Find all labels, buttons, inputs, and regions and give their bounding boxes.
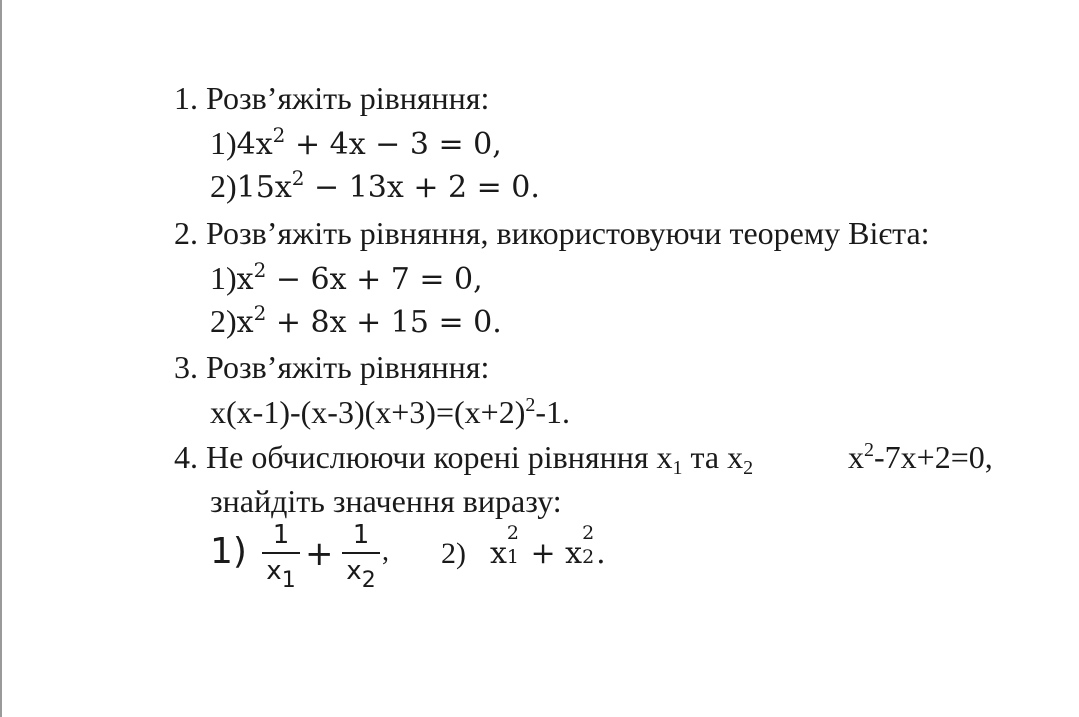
subscript: 1 <box>281 568 296 593</box>
punctuation: , <box>382 536 389 567</box>
task1-item1-expression <box>236 123 502 162</box>
operator: + <box>305 534 334 574</box>
expr-part: + 4x − 3 = 0, <box>285 127 502 162</box>
subscript: 2 <box>582 546 595 568</box>
exponent: 2 <box>291 166 305 190</box>
subscript: 2 <box>361 568 376 593</box>
task1-item1-label: 1) <box>210 125 237 161</box>
fraction-numerator: 1 <box>272 520 290 550</box>
task3-equation <box>210 392 570 432</box>
subscript: 2 <box>743 457 754 479</box>
subscript: 1 <box>672 457 683 479</box>
task1-item2-expression <box>236 166 540 205</box>
exponent: 2 <box>506 522 520 544</box>
sub-sup-1 <box>506 522 521 568</box>
part-label: 1) <box>210 531 247 572</box>
expr-part: x <box>236 262 254 297</box>
task2-item1-label: 1) <box>210 260 237 296</box>
task2-heading <box>174 213 930 253</box>
task4-part2-label <box>441 534 466 574</box>
task1-item1 <box>210 123 502 165</box>
expr-part: − 13x + 2 = 0. <box>304 170 540 205</box>
task3-heading-text: 3. Розв’яжіть рівняння: <box>174 349 490 385</box>
task2-item2-label: 2) <box>210 303 237 339</box>
task2-heading-text: 2. Розв’яжіть рівняння, використовуючи теорему Вієта: <box>174 215 930 251</box>
plus-sign <box>305 534 334 574</box>
task4-heading-text: та x <box>682 439 744 475</box>
task4-instruction <box>210 481 562 521</box>
subscript: 1 <box>506 546 520 568</box>
exponent: 2 <box>525 394 536 416</box>
fraction-numerator: 1 <box>352 520 370 550</box>
expr-part: + 8x + 15 = 0. <box>266 305 502 340</box>
expr-part: 15x <box>236 170 292 205</box>
task2-item2 <box>210 301 502 343</box>
punctuation: . <box>596 536 606 571</box>
expr-part: 4x <box>236 127 273 162</box>
sub-sup-2 <box>582 522 596 568</box>
operator: + <box>520 536 566 571</box>
expr-part: -1. <box>535 394 571 430</box>
task2-item1-expression <box>236 258 483 297</box>
task1-item2-label: 2) <box>210 168 237 204</box>
task4-heading-text: 4. Не обчислюючи корені рівняння x <box>174 439 673 475</box>
expr-part: x(x-1)-(x-3)(x+3)=(x+2) <box>210 394 526 430</box>
denominator-var: x <box>266 556 282 586</box>
task4-heading <box>174 437 753 477</box>
exponent: 2 <box>253 258 267 282</box>
exponent: 2 <box>582 522 595 544</box>
task4-instruction-text: знайдіть значення виразу: <box>210 483 562 519</box>
task1-heading <box>174 78 489 118</box>
task4-equation <box>848 437 993 477</box>
task1-item2 <box>210 166 540 208</box>
expr-part: x <box>848 439 864 475</box>
task2-item1 <box>210 258 483 300</box>
comma <box>382 532 389 572</box>
denominator-var: x <box>346 556 362 586</box>
exponent: 2 <box>864 439 874 461</box>
task4-part2-expression <box>490 522 606 574</box>
expr-part: x <box>236 305 254 340</box>
part-label: 2) <box>441 537 466 570</box>
expr-part: x <box>565 536 583 571</box>
expr-part: -7x+2=0, <box>874 439 993 475</box>
task3-heading <box>174 347 489 387</box>
fraction-denominator <box>342 556 380 593</box>
fraction-denominator <box>262 556 300 593</box>
fraction-1-over-x1 <box>262 520 300 593</box>
task1-heading-text: 1. Розв’яжіть рівняння: <box>174 80 490 116</box>
expr-part: x <box>490 536 507 571</box>
expr-part: − 6x + 7 = 0, <box>266 262 483 297</box>
task2-item2-expression <box>236 301 502 340</box>
exponent: 2 <box>272 123 286 147</box>
fraction-bar <box>262 552 300 554</box>
exponent: 2 <box>253 301 267 325</box>
fraction-1-over-x2 <box>342 520 380 593</box>
fraction-bar <box>342 552 380 554</box>
task4-part1-label <box>210 532 247 572</box>
